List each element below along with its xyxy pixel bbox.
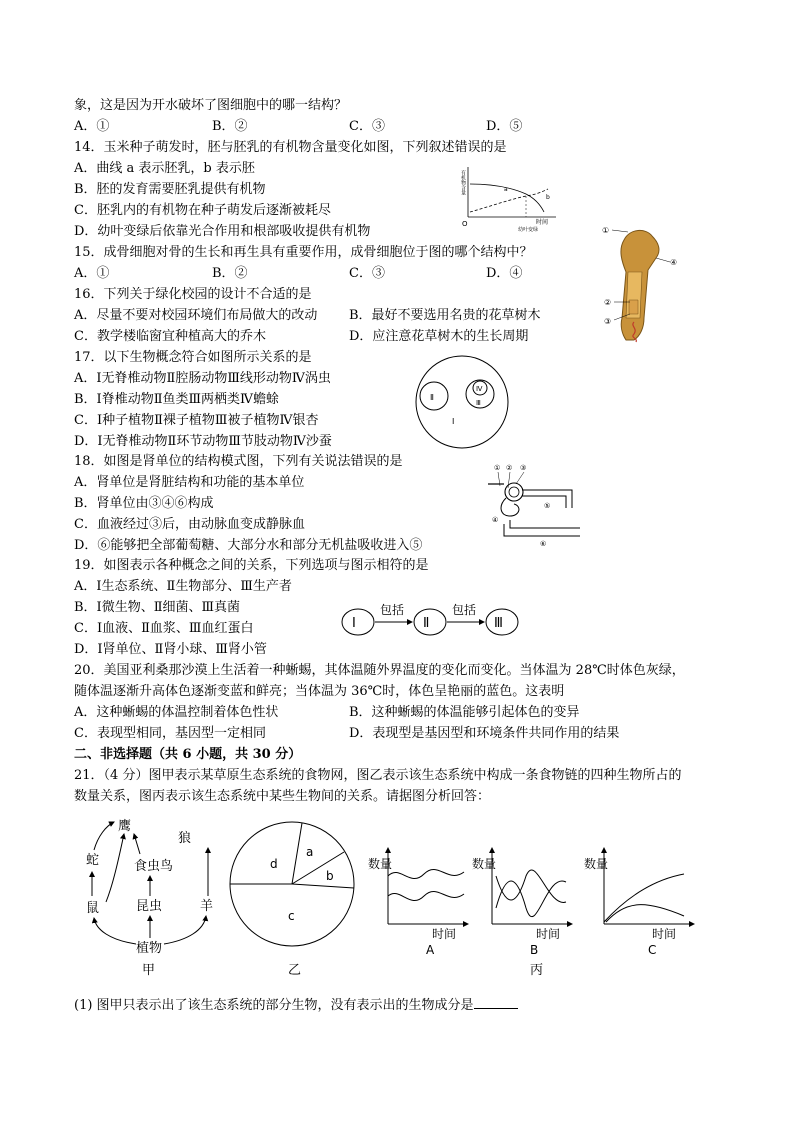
label-a: a <box>504 186 508 193</box>
nephron-label-5: ⑤ <box>544 502 551 510</box>
q15-option-c: C．③ <box>349 266 385 281</box>
q17-stem: 17．以下生物概念符合如图所示关系的是 <box>74 350 312 365</box>
venn-label-4: Ⅳ <box>476 385 483 393</box>
section-2-title: 二、非选择题（共 6 小题，共 30 分） <box>74 747 302 762</box>
q17-option-a: A．Ⅰ无脊椎动物Ⅱ腔肠动物Ⅲ线形动物Ⅳ涡虫 <box>74 371 331 386</box>
q15-stem: 15．成骨细胞对骨的生长和再生具有重要作用，成骨细胞位于图的哪个结构中？ <box>74 245 533 260</box>
concept-label-3: Ⅲ <box>494 616 503 631</box>
pie-divider-1 <box>292 823 302 884</box>
q14-option-a: A．曲线 a 表示胚乳，b 表示胚 <box>74 161 255 176</box>
x-axis-label: 时间 <box>536 219 549 226</box>
q13-stem-tail: 象，这是因为开水破坏了图细胞中的哪一结构？ <box>74 98 348 113</box>
pie-slice-b: b <box>326 869 334 883</box>
origin-label: O <box>462 220 468 228</box>
graph-b-label: B <box>530 943 539 957</box>
graph-b-ylabel: 数量 <box>472 857 497 871</box>
q17-option-c: C．Ⅰ种子植物Ⅱ裸子植物Ⅲ被子植物Ⅳ银杏 <box>74 413 319 428</box>
q14-curve-figure <box>448 162 568 232</box>
nephron-label-3: ③ <box>520 464 527 472</box>
label-b: b <box>546 194 550 201</box>
q15-bone-figure <box>600 222 680 352</box>
answer-blank[interactable] <box>474 996 518 1009</box>
q15-option-a: A．① <box>74 266 110 281</box>
q16-option-a: A．尽量不要对校园环境们布局做大的改动 <box>74 308 318 323</box>
q20-option-b: B．这种蜥蜴的体温能够引起体色的变异 <box>349 705 580 720</box>
relation-graphs-figure <box>366 812 706 982</box>
q16-option-c: C．教学楼临窗宜种植高大的乔木 <box>74 329 266 344</box>
concept-label-1: Ⅰ <box>352 616 356 631</box>
graph-a <box>368 848 468 957</box>
q19-option-d: D．Ⅰ肾单位、Ⅱ肾小球、Ⅲ肾小管 <box>74 642 267 657</box>
q19-option-b: B．Ⅰ微生物、Ⅱ细菌、Ⅲ真菌 <box>74 600 241 615</box>
nephron-label-1: ① <box>494 464 501 472</box>
q16-option-d: D．应注意花草树木的生长周期 <box>349 329 529 344</box>
graph-c-label: C <box>648 943 657 957</box>
graph-c-xlabel: 时间 <box>652 927 677 941</box>
concept-node-1 <box>342 609 374 635</box>
organism-mouse: 鼠 <box>86 901 100 916</box>
q18-option-a: A．肾单位是肾脏结构和功能的基本单位 <box>74 475 305 490</box>
graph-a-xlabel: 时间 <box>432 927 457 941</box>
organism-insect: 昆虫 <box>136 899 163 914</box>
organism-snake: 蛇 <box>86 853 100 868</box>
q14-stem: 14．玉米种子萌发时，胚与胚乳的有机物含量变化如图，下列叙述错误的是 <box>74 140 507 155</box>
graph-b <box>472 848 572 957</box>
q20-option-d: D．表现型是基因型和环境条件共同作用的结果 <box>349 726 620 741</box>
bone-label-2: ② <box>604 298 612 307</box>
q20-option-c: C．表现型相同，基因型一定相同 <box>74 726 266 741</box>
mark-label: 幼叶变绿 <box>518 227 539 233</box>
q18-stem: 18．如图是肾单位的结构模式图，下列有关说法错误的是 <box>74 454 403 469</box>
q17-option-b: B．Ⅰ脊椎动物Ⅱ鱼类Ⅲ两栖类Ⅳ蟾蜍 <box>74 392 280 407</box>
pie-divider-2 <box>292 852 344 884</box>
q13-option-a: A．① <box>74 119 110 134</box>
q13-option-c: C．③ <box>349 119 385 134</box>
q18-nephron-figure <box>486 462 586 554</box>
graph-c <box>584 848 694 957</box>
pie-slice-c: c <box>288 909 295 923</box>
q15-option-b: B．② <box>212 266 248 281</box>
q16-stem: 16．下列关于绿化校园的设计不合适的是 <box>74 287 312 302</box>
q13-option-b: B．② <box>212 119 248 134</box>
q21-line1: 21．（4 分）图甲表示某草原生态系统的食物网，图乙表示该生态系统中构成一条食物链的四种生物所占的 <box>74 768 682 783</box>
q16-option-b: B．最好不要选用名贵的花草树木 <box>349 308 541 323</box>
nephron-label-4: ④ <box>492 516 499 524</box>
venn-left <box>420 382 448 410</box>
caption-bing: 丙 <box>530 963 544 978</box>
q17-option-d: D．Ⅰ无脊椎动物Ⅱ环节动物Ⅲ节肢动物Ⅳ沙蚕 <box>74 434 332 449</box>
arrow-label-1: 包括 <box>380 603 405 617</box>
q19-concept-figure <box>340 596 530 640</box>
q21-sub1 <box>74 996 518 1016</box>
pie-slice-d: d <box>270 857 278 871</box>
q18-option-c: C．血液经过③后，由动脉血变成静脉血 <box>74 517 305 532</box>
pie-figure <box>226 812 366 982</box>
bone-label-3: ③ <box>604 317 612 326</box>
nephron-label-6: ⑥ <box>540 540 547 548</box>
concept-label-2: Ⅱ <box>423 616 430 631</box>
q15-option-d: D．④ <box>486 266 523 281</box>
caption-yi: 乙 <box>288 963 302 978</box>
q14-option-b: B．胚的发育需要胚乳提供有机物 <box>74 182 266 197</box>
q21-sub1-text: (1) 图甲只表示出了该生态系统的部分生物，没有表示出的生物成分是 <box>74 998 474 1013</box>
graph-b-xlabel: 时间 <box>536 927 561 941</box>
q20-line2: 随体温逐渐升高体色逐渐变蓝和鲜亮；当体温为 36℃时，体色呈艳丽的蓝色。这表明 <box>74 684 565 699</box>
organism-hawk: 鹰 <box>118 819 132 834</box>
venn-outer <box>416 356 508 448</box>
q19-stem: 19．如图表示各种概念之间的关系，下列选项与图示相符的是 <box>74 558 429 573</box>
nephron-label-2: ② <box>506 464 513 472</box>
venn-label-3: Ⅲ <box>476 399 481 407</box>
q13-option-d: D．⑤ <box>486 119 523 134</box>
q18-option-d: D．⑥能够把全部葡萄糖、大部分水和部分无机盐吸收进入⑤ <box>74 538 423 553</box>
venn-label-2: Ⅱ <box>430 393 434 402</box>
curve-b <box>470 189 548 212</box>
q20-option-a: A．这种蜥蜴的体温控制着体色性状 <box>74 705 279 720</box>
q20-line1: 20．美国亚利桑那沙漠上生活着一种蜥蜴，其体温随外界温度的变化而变化。当体温为 28℃时体色灰绿， <box>74 663 685 678</box>
food-web-figure <box>80 812 220 982</box>
graph-a-label: A <box>426 943 435 957</box>
organism-insectivorous-bird: 食虫鸟 <box>134 859 174 874</box>
organism-sheep: 羊 <box>200 899 214 914</box>
q19-option-c: C．Ⅰ血液、Ⅱ血浆、Ⅲ血红蛋白 <box>74 621 254 636</box>
bone-label-1: ① <box>602 226 610 235</box>
caption-jia: 甲 <box>142 963 156 978</box>
q18-option-b: B．肾单位由③④⑥构成 <box>74 496 214 511</box>
q14-option-c: C．胚乳内的有机物在种子萌发后逐渐被耗尽 <box>74 203 331 218</box>
pie-divider-3 <box>292 884 354 888</box>
graph-a-ylabel: 数量 <box>368 857 393 871</box>
q19-option-a: A．Ⅰ生态系统、Ⅱ生物部分、Ⅲ生产者 <box>74 579 292 594</box>
graph-c-ylabel: 数量 <box>584 857 609 871</box>
q21-line2: 数量关系，图丙表示该生态系统中某些生物间的关系。请据图分析回答： <box>74 789 491 804</box>
organism-plant: 植物 <box>136 941 163 956</box>
arrow-label-2: 包括 <box>452 603 477 617</box>
bone-label-4: ④ <box>670 258 678 267</box>
concept-node-2 <box>414 609 446 635</box>
organism-wolf: 狼 <box>178 831 192 846</box>
q14-option-d: D．幼叶变绿后依靠光合作用和根部吸收提供有机物 <box>74 224 371 239</box>
y-axis-label: 有机物含量 <box>460 170 466 195</box>
venn-label-1: Ⅰ <box>452 417 455 426</box>
q17-venn-figure <box>412 352 512 452</box>
pie-slice-a: a <box>306 845 314 859</box>
